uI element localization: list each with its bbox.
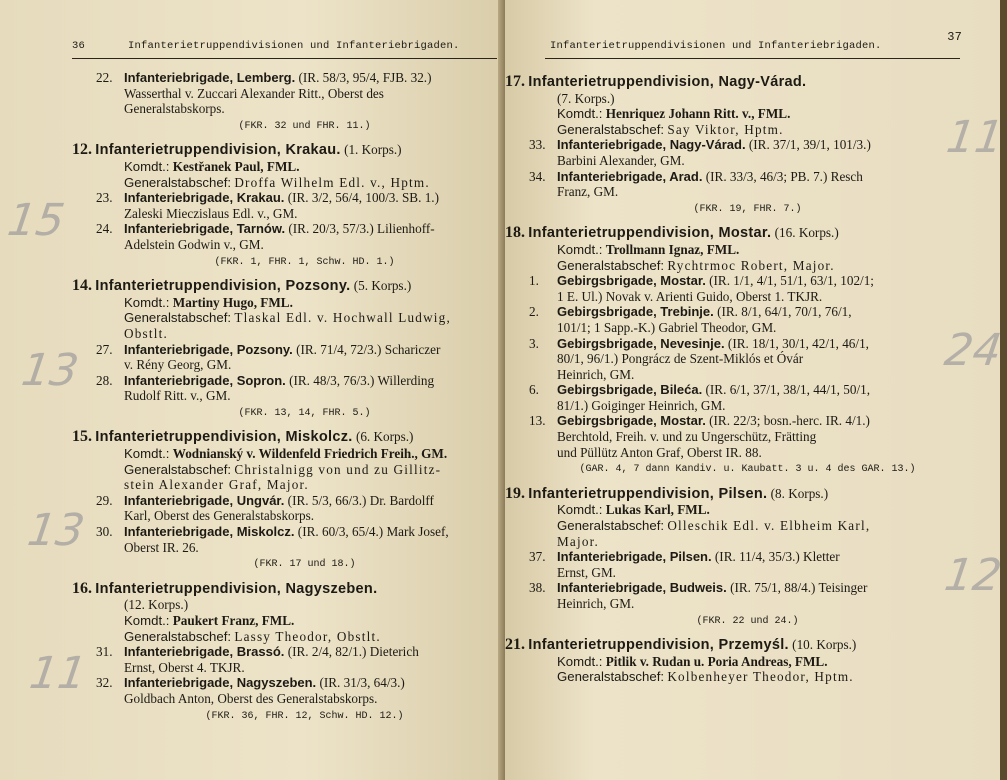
division-corps: (1. Korps.) [344, 142, 402, 158]
brigade-details: (IR. 33/3, 46/3; PB. 7.) Resch [705, 168, 863, 184]
brigade-details: (IR. 11/4, 35/3.) Kletter [714, 549, 840, 565]
division-corps: (8. Korps.) [770, 485, 829, 501]
division-entry [72, 429, 497, 492]
brigade-name: Infanteriebrigade, Sopron. [124, 372, 286, 388]
chief-of-staff-name: Tlaskal Edl. v. Hochwall Ludwig, [234, 310, 451, 326]
brigade-commander: Ernst, Oberst 4. TKJR. [124, 659, 245, 675]
brigade-commander: Zaleski Mieczislaus Edl. v., GM. [124, 205, 298, 221]
pencil-mark: 13 [18, 345, 82, 396]
division-entry [505, 637, 950, 685]
brigade-number: 37. [529, 549, 546, 565]
division-corps: (5. Korps.) [353, 278, 412, 294]
commander-label: Komdt.: [557, 106, 603, 122]
chief-of-staff-name-cont: Major. [557, 533, 599, 549]
artillery-footnote: (FKR. 19, FHR. 7.) [693, 203, 802, 215]
brigade-number: 13. [529, 413, 546, 429]
brigade-commander: Barbini Alexander, GM. [557, 152, 685, 168]
brigade-entry [505, 549, 950, 580]
division-corps: (16. Korps.) [774, 225, 839, 241]
brigade-commander: 81/1.) Goiginger Heinrich, GM. [557, 397, 726, 413]
commander-label: Komdt.: [557, 241, 603, 257]
division-heading [72, 278, 497, 295]
brigade-line [557, 549, 950, 565]
brigade-entry [72, 493, 497, 524]
brigade-entry [72, 70, 497, 117]
brigade-line [557, 336, 950, 352]
division-name: Infanterietruppendivision, Miskolcz. [95, 429, 353, 446]
brigade-commander: Goldbach Anton, Oberst des Generalstabskorps. [124, 690, 378, 706]
brigade-details: (IR. 48/3, 76/3.) Willerding [289, 372, 435, 388]
brigade-commander: 1 E. Ul.) Novak v. Arienti Guido, Oberst 1. TKJR. [557, 288, 823, 304]
division-chief-of-staff [505, 122, 950, 138]
commander-name: Trollmann Ignaz, FML. [605, 241, 740, 257]
chief-of-staff-name: Lassy Theodor, Obstlt. [234, 628, 381, 644]
chief-of-staff-label: Generalstabschef: [557, 121, 665, 137]
artillery-footnote: (FKR. 36, FHR. 12, Schw. HD. 12.) [205, 710, 404, 722]
brigade-commander: Adelstein Godwin v., GM. [124, 236, 264, 252]
pencil-mark: 13 [24, 505, 88, 556]
division-chief-of-staff [505, 518, 950, 534]
artillery-footnote: (FKR. 22 und 24.) [696, 615, 799, 627]
division-heading [505, 637, 950, 654]
brigade-commander: Heinrich, GM. [557, 596, 635, 611]
brigade-number: 2. [529, 304, 539, 320]
brigade-entry [505, 580, 950, 611]
division-chief-of-staff [72, 462, 497, 478]
division-entry [505, 225, 950, 273]
commander-label: Komdt.: [557, 502, 603, 518]
chief-of-staff-label: Generalstabschef: [124, 461, 232, 477]
division-number: 15. [72, 428, 92, 446]
brigade-name: Infanteriebrigade, Ungvár. [124, 492, 285, 508]
division-number: 17. [505, 73, 525, 90]
brigade-line [124, 493, 497, 509]
commander-label: Komdt.: [124, 294, 170, 310]
chief-of-staff-name: Rychtrmoc Robert, Major. [667, 257, 835, 273]
commander-name: Martiny Hugo, FML. [172, 294, 293, 310]
brigade-entry [72, 221, 497, 252]
pencil-mark: 11 [26, 648, 90, 699]
brigade-entry [505, 304, 950, 335]
brigade-number: 27. [96, 341, 113, 357]
division-chief-of-staff [505, 669, 950, 685]
division-heading [505, 74, 950, 91]
brigade-name: Infanteriebrigade, Pilsen. [557, 549, 712, 565]
brigade-name: Infanteriebrigade, Pozsony. [124, 341, 293, 357]
brigade-line [557, 304, 950, 320]
brigade-entry [505, 169, 950, 200]
brigade-entry [505, 137, 950, 168]
division-commander [505, 106, 950, 122]
pencil-mark: 12 [941, 550, 1005, 601]
division-heading [505, 486, 950, 503]
commander-name: Wodnianský v. Wildenfeld Friedrich Freih., GM. [172, 446, 448, 462]
brigade-commander: Oberst IR. 26. [124, 539, 199, 555]
brigade-name: Gebirgsbrigade, Mostar. [557, 273, 706, 289]
brigade-commander: Berchtold, Freih. v. und zu Ungerschütz, Frätting [557, 429, 817, 445]
chief-of-staff-name-cont: stein Alexander Graf, Major. [124, 477, 309, 493]
artillery-footnote: (FKR. 13, 14, FHR. 5.) [238, 407, 371, 419]
brigade-entry [72, 675, 497, 706]
brigade-number: 38. [529, 580, 546, 596]
left-page-content [72, 70, 497, 730]
division-number: 21. [505, 636, 525, 654]
brigade-commander: v. Rény Georg, GM. [124, 357, 232, 373]
brigade-commander: Rudolf Ritt. v., GM. [124, 388, 231, 404]
brigade-line [557, 382, 950, 398]
chief-of-staff-label: Generalstabschef: [124, 310, 232, 326]
brigade-line [124, 221, 497, 237]
division-chief-of-staff [72, 310, 497, 326]
chief-of-staff-label: Generalstabschef: [124, 628, 232, 644]
right-header-rule [545, 58, 960, 59]
brigade-entry [505, 336, 950, 383]
brigade-number: 22. [96, 70, 113, 85]
brigade-number: 3. [529, 335, 539, 351]
brigade-name: Infanteriebrigade, Miskolcz. [124, 524, 295, 540]
brigade-name: Gebirgsbrigade, Mostar. [557, 413, 706, 429]
division-number: 18. [505, 224, 525, 242]
brigade-name: Infanteriebrigade, Krakau. [124, 190, 285, 206]
brigade-details: (IR. 1/1, 4/1, 51/1, 63/1, 102/1; [709, 273, 874, 289]
brigade-entry [505, 413, 950, 460]
right-page-number: 37 [947, 30, 962, 44]
division-chief-of-staff [505, 258, 950, 274]
commander-name: Lukas Karl, FML. [605, 502, 710, 518]
commander-label: Komdt.: [124, 613, 170, 628]
artillery-footnote: (FKR. 1, FHR. 1, Schw. HD. 1.) [214, 256, 395, 268]
division-name: Infanterietruppendivision, Pilsen. [528, 485, 768, 502]
brigade-details: (IR. 75/1, 88/4.) Teisinger [730, 580, 868, 596]
commander-label: Komdt.: [557, 653, 603, 669]
chief-of-staff-name: Kolbenheyer Theodor, Hptm. [667, 669, 854, 685]
division-number: 16. [72, 579, 92, 597]
artillery-footnote: (FKR. 32 und FHR. 11.) [238, 120, 371, 132]
division-commander [72, 295, 497, 311]
division-heading [72, 581, 497, 598]
brigade-commander: Ernst, GM. [557, 564, 616, 580]
brigade-line [557, 169, 950, 185]
brigade-name: Infanteriebrigade, Lemberg. [124, 70, 296, 85]
division-heading [505, 225, 950, 242]
division-heading [72, 142, 497, 159]
brigade-details: (IR. 20/3, 57/3.) Lilienhoff- [288, 221, 435, 237]
artillery-footnote: (FKR. 17 und 18.) [253, 559, 356, 571]
brigade-details: (IR. 6/1, 37/1, 38/1, 44/1, 50/1, [705, 382, 870, 398]
brigade-details: (IR. 58/3, 95/4, FJB. 32.) [298, 70, 432, 85]
left-header-rule [72, 58, 497, 59]
brigade-details: (IR. 31/3, 64/3.) [319, 675, 405, 691]
chief-of-staff-label: Generalstabschef: [124, 174, 232, 190]
brigade-commander: 101/1; 1 Sapp.-K.) Gabriel Theodor, GM. [557, 319, 777, 335]
division-name: Infanterietruppendivision, Krakau. [95, 142, 341, 159]
division-name: Infanterietruppendivision, Pozsony. [95, 278, 351, 295]
brigade-commander-cont: und Püllütz Anton Graf, Oberst IR. 88. [557, 444, 762, 460]
brigade-details: (IR. 8/1, 64/1, 70/1, 76/1, [717, 304, 852, 320]
brigade-entry [72, 644, 497, 675]
division-name: Infanterietruppendivision, Nagyszeben. [95, 580, 378, 597]
pencil-mark: 11 [943, 112, 1007, 163]
brigade-name: Infanteriebrigade, Tarnów. [124, 221, 286, 237]
brigade-entry [72, 342, 497, 373]
brigade-number: 32. [96, 675, 113, 691]
commander-name: Henriquez Johann Ritt. v., FML. [605, 106, 791, 122]
brigade-details: (IR. 5/3, 66/3.) Dr. Bardolff [287, 492, 434, 508]
left-page-number: 36 [72, 40, 86, 52]
division-number: 19. [505, 484, 525, 502]
chief-of-staff-name: Olleschik Edl. v. Elbheim Karl, [667, 518, 871, 534]
division-commander [72, 159, 497, 175]
division-entry [72, 581, 497, 644]
division-number: 14. [72, 277, 92, 295]
brigade-name: Infanteriebrigade, Nagyszeben. [124, 675, 317, 691]
pencil-mark: 15 [4, 195, 68, 246]
brigade-line [124, 190, 497, 206]
brigade-number: 34. [529, 168, 546, 184]
brigade-number: 30. [96, 524, 113, 540]
division-corps: (7. Korps.) [557, 90, 615, 106]
brigade-commander: 80/1, 96/1.) Pongrácz de Szent-Miklós et Óvár [557, 351, 804, 367]
right-page-header [550, 30, 962, 58]
left-page-header [72, 40, 485, 58]
brigade-line [124, 644, 497, 660]
division-corps: (12. Korps.) [124, 597, 189, 613]
brigade-commander: Wasserthal v. Zuccari Alexander Ritt., Oberst des [124, 85, 384, 101]
brigade-number: 24. [96, 221, 113, 237]
right-running-head: Infanterietruppendivisionen und Infanteriebrigaden. [550, 40, 882, 52]
brigade-number: 29. [96, 492, 113, 508]
brigade-name: Infanteriebrigade, Brassó. [124, 644, 285, 660]
brigade-line [124, 70, 497, 86]
division-entry [505, 74, 950, 137]
division-commander [72, 613, 497, 629]
commander-label: Komdt.: [124, 446, 170, 462]
brigade-line [124, 675, 497, 691]
chief-of-staff-name: Say Viktor, Hptm. [667, 121, 784, 137]
brigade-number: 33. [529, 137, 546, 153]
right-page [505, 0, 1007, 780]
division-name: Infanterietruppendivision, Przemyśl. [528, 637, 789, 654]
division-commander [505, 502, 950, 518]
right-page-content [505, 66, 950, 685]
division-entry [505, 486, 950, 549]
brigade-number: 28. [96, 372, 113, 388]
division-commander [72, 446, 497, 462]
chief-of-staff-name: Droffa Wilhelm Edl. v., Hptm. [234, 174, 430, 190]
brigade-entry [505, 273, 950, 304]
brigade-entry [72, 373, 497, 404]
brigade-name: Infanteriebrigade, Budweis. [557, 580, 727, 596]
brigade-number: 6. [529, 382, 539, 398]
brigade-line [124, 342, 497, 358]
chief-of-staff-label: Generalstabschef: [557, 518, 665, 534]
brigade-line [557, 137, 950, 153]
division-corps: (10. Korps.) [792, 637, 857, 653]
division-commander [505, 654, 950, 670]
brigade-name: Infanteriebrigade, Arad. [557, 168, 703, 184]
commander-label: Komdt.: [124, 158, 170, 174]
chief-of-staff-name-cont: Obstlt. [124, 325, 168, 341]
brigade-details: (IR. 3/2, 56/4, 100/3. SB. 1.) [287, 190, 439, 206]
brigade-line [557, 413, 950, 429]
brigade-number: 1. [529, 273, 539, 289]
artillery-footnote: (GAR. 4, 7 dann Kandiv. u. Kaubatt. 3 u. 4 des GAR. 13.) [579, 464, 916, 476]
brigade-details: (IR. 37/1, 39/1, 101/3.) [748, 137, 871, 153]
brigade-line [557, 580, 950, 596]
division-commander [505, 242, 950, 258]
left-running-head: Infanterietruppendivisionen und Infanteriebrigaden. [128, 40, 460, 52]
brigade-number: 31. [96, 644, 113, 660]
division-corps: (6. Korps.) [355, 429, 414, 445]
division-heading [72, 429, 497, 446]
division-name: Infanterietruppendivision, Nagy-Várad. [528, 74, 807, 90]
pencil-mark: 24 [941, 325, 1005, 376]
brigade-entry [505, 382, 950, 413]
division-chief-of-staff [72, 629, 497, 645]
commander-name: Kestřanek Paul, FML. [172, 158, 300, 174]
division-entry [72, 142, 497, 190]
division-entry [72, 278, 497, 341]
brigade-commander-cont: Heinrich, GM. [557, 366, 635, 382]
brigade-details: (IR. 18/1, 30/1, 42/1, 46/1, [727, 335, 869, 351]
division-number: 12. [72, 141, 92, 159]
brigade-details: (IR. 60/3, 65/4.) Mark Josef, [297, 524, 449, 540]
division-name: Infanterietruppendivision, Mostar. [528, 225, 772, 242]
brigade-line [124, 373, 497, 389]
chief-of-staff-name: Christalnigg von und zu Gillitz- [234, 461, 442, 477]
brigade-commander: Karl, Oberst des Generalstabskorps. [124, 508, 315, 524]
brigade-details: (IR. 2/4, 82/1.) Dieterich [287, 644, 419, 660]
chief-of-staff-label: Generalstabschef: [557, 669, 665, 685]
brigade-name: Gebirgsbrigade, Bileća. [557, 382, 703, 398]
commander-name: Paukert Franz, FML. [172, 613, 295, 628]
brigade-name: Infanteriebrigade, Nagy-Várad. [557, 137, 746, 153]
brigade-line [557, 273, 950, 289]
brigade-entry [72, 524, 497, 555]
brigade-number: 23. [96, 190, 113, 206]
brigade-details: (IR. 71/4, 72/3.) Schariczer [296, 341, 441, 357]
division-chief-of-staff [72, 175, 497, 191]
brigade-commander: Franz, GM. [557, 184, 619, 200]
commander-name: Pitlik v. Rudan u. Poria Andreas, FML. [605, 653, 828, 669]
brigade-commander-cont: Generalstabskorps. [124, 101, 225, 117]
brigade-line [124, 524, 497, 540]
chief-of-staff-label: Generalstabschef: [557, 257, 665, 273]
brigade-entry [72, 190, 497, 221]
brigade-details: (IR. 22/3; bosn.-herc. IR. 4/1.) [709, 413, 870, 429]
brigade-name: Gebirgsbrigade, Trebinje. [557, 304, 714, 320]
brigade-name: Gebirgsbrigade, Nevesinje. [557, 335, 725, 351]
